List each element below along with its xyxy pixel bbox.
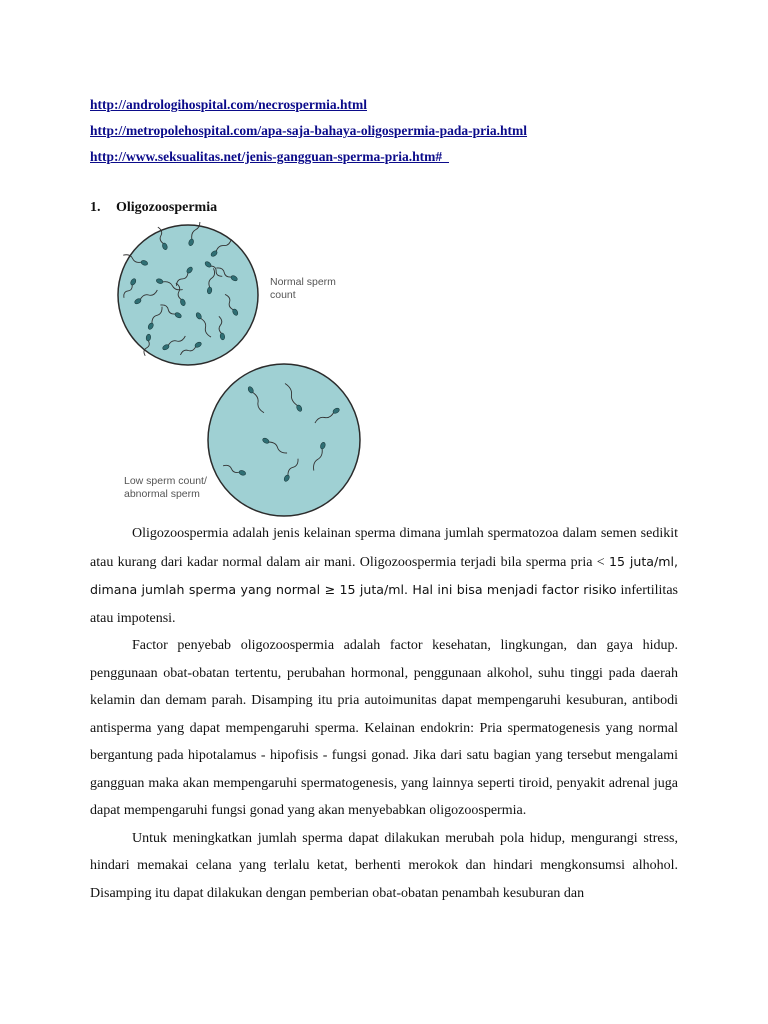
paragraph-1-part-c: infertilitas atau impotensi. <box>90 583 678 626</box>
normal-label-line1: Normal sperm <box>270 276 336 288</box>
low-count-circle <box>208 364 360 516</box>
paragraph-1-part-a: Oligozoospermia adalah jenis kelainan sperma dimana jumlah spermatozoa dalam semen sedikit atau kurang dari kadar normal dalam air mani. Oligozoospermia terjadi bila sperma pria < <box>90 526 678 570</box>
reference-link-3[interactable]: http://www.seksualitas.net/jenis-gangguan-sperma-pria.htm#_ <box>90 149 449 164</box>
article-body <box>90 520 678 907</box>
reference-link-2[interactable]: http://metropolehospital.com/apa-saja-bahaya-oligospermia-pada-pria.html <box>90 123 528 138</box>
normal-count-circle <box>118 225 258 365</box>
paragraph-1 <box>90 520 678 632</box>
low-label-line2: abnormal sperm <box>124 488 200 500</box>
section-title: Oligozoospermia <box>116 200 218 215</box>
reference-link-1[interactable]: http://andrologihospital.com/necrospermia.html <box>90 97 368 112</box>
low-label-line1: Low sperm count/ <box>124 475 207 487</box>
paragraph-2: Factor penyebab oligozoospermia adalah factor kesehatan, lingkungan, dan gaya hidup. penggunaan obat-obatan tertentu, perubahan hormonal, penggunaan alkohol, suhu tinggi pada daerah kelamin dan demam parah. Disamping itu pria autoimunitas dapat mempengaruhi kesuburan, antibodi antisperma yang dapat mempengaruhi sperma. Kelainan endokrin: Pria spermatogenesis yang normal bergantung pada hipotalamus - hipofisis - fungsi gonad. Jika dari satu bagian yang tersebut mengalami gangguan maka akan mempengaruhi spermatogenesis, yang lainnya seperti tiroid, penyakit adrenal juga dapat mempengaruhi fungsi gonad yang akan menyebabkan oligozoospermia. <box>90 638 678 818</box>
section-number: 1. <box>90 200 101 215</box>
sperm-count-illustration <box>112 222 372 522</box>
normal-label-line2: count <box>270 289 296 301</box>
section-heading <box>90 200 217 216</box>
paragraph-1-part-b: 15 juta/ml, dimana jumlah sperma yang normal ≥ 15 juta/ml. Hal ini bisa menjadi factor risiko <box>90 553 678 597</box>
paragraph-3: Untuk meningkatkan jumlah sperma dapat dilakukan merubah pola hidup, mengurangi stress, hindari memakai celana yang terlalu ketat, berhenti merokok dan hindari mengkonsumsi alhohol. Disamping itu dapat dilakukan dengan pemberian obat-obatan penambah kesuburan dan <box>90 830 678 901</box>
reference-links <box>90 92 527 170</box>
